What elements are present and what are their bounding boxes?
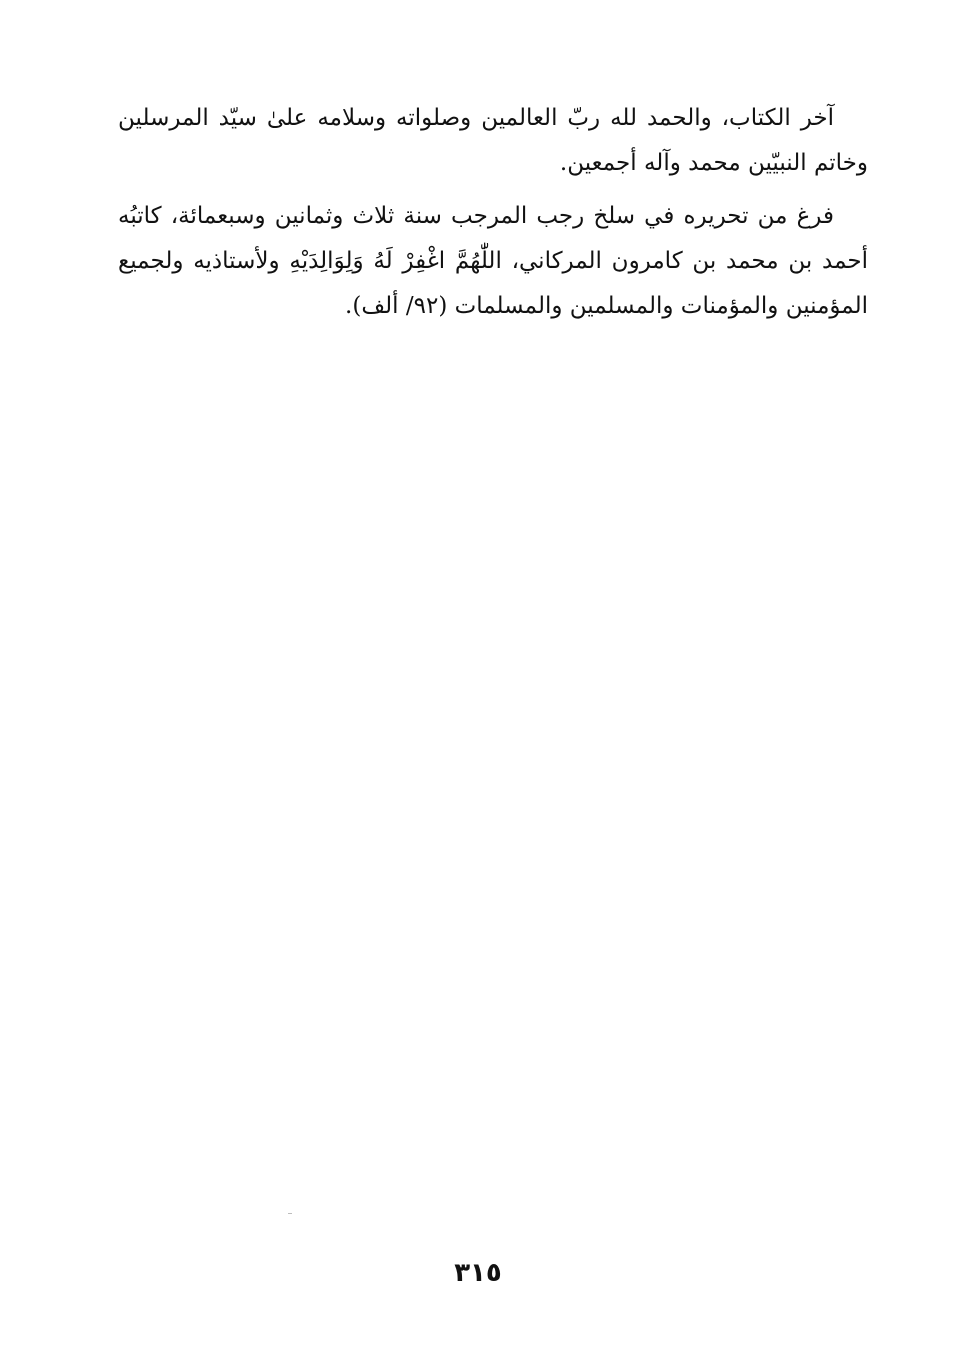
paragraph-closing: آخر الكتاب، والحمد لله ربّ العالمين وصلواته وسلامه علىٰ سيّد المرسلين وخاتم النبيّين محمد وآله أجمعين. bbox=[118, 105, 868, 176]
text-body bbox=[118, 96, 868, 329]
page-number: ٣١٥ bbox=[454, 1258, 502, 1288]
paragraph-colophon: فرغ من تحريره في سلخ رجب المرجب سنة ثلاث وثمانين وسبعمائة، كاتبُه أحمد بن محمد بن كامرون المركاني، اللّٰهُمَّ اغْفِرْ لَهُ وَلِوَالِدَيْهِ ولأستاذيه ولجميع المؤمنين والمؤمنات والمسلمين والمسلمات (٩٢/ ألف). bbox=[118, 203, 868, 319]
divider bbox=[288, 1213, 292, 1214]
